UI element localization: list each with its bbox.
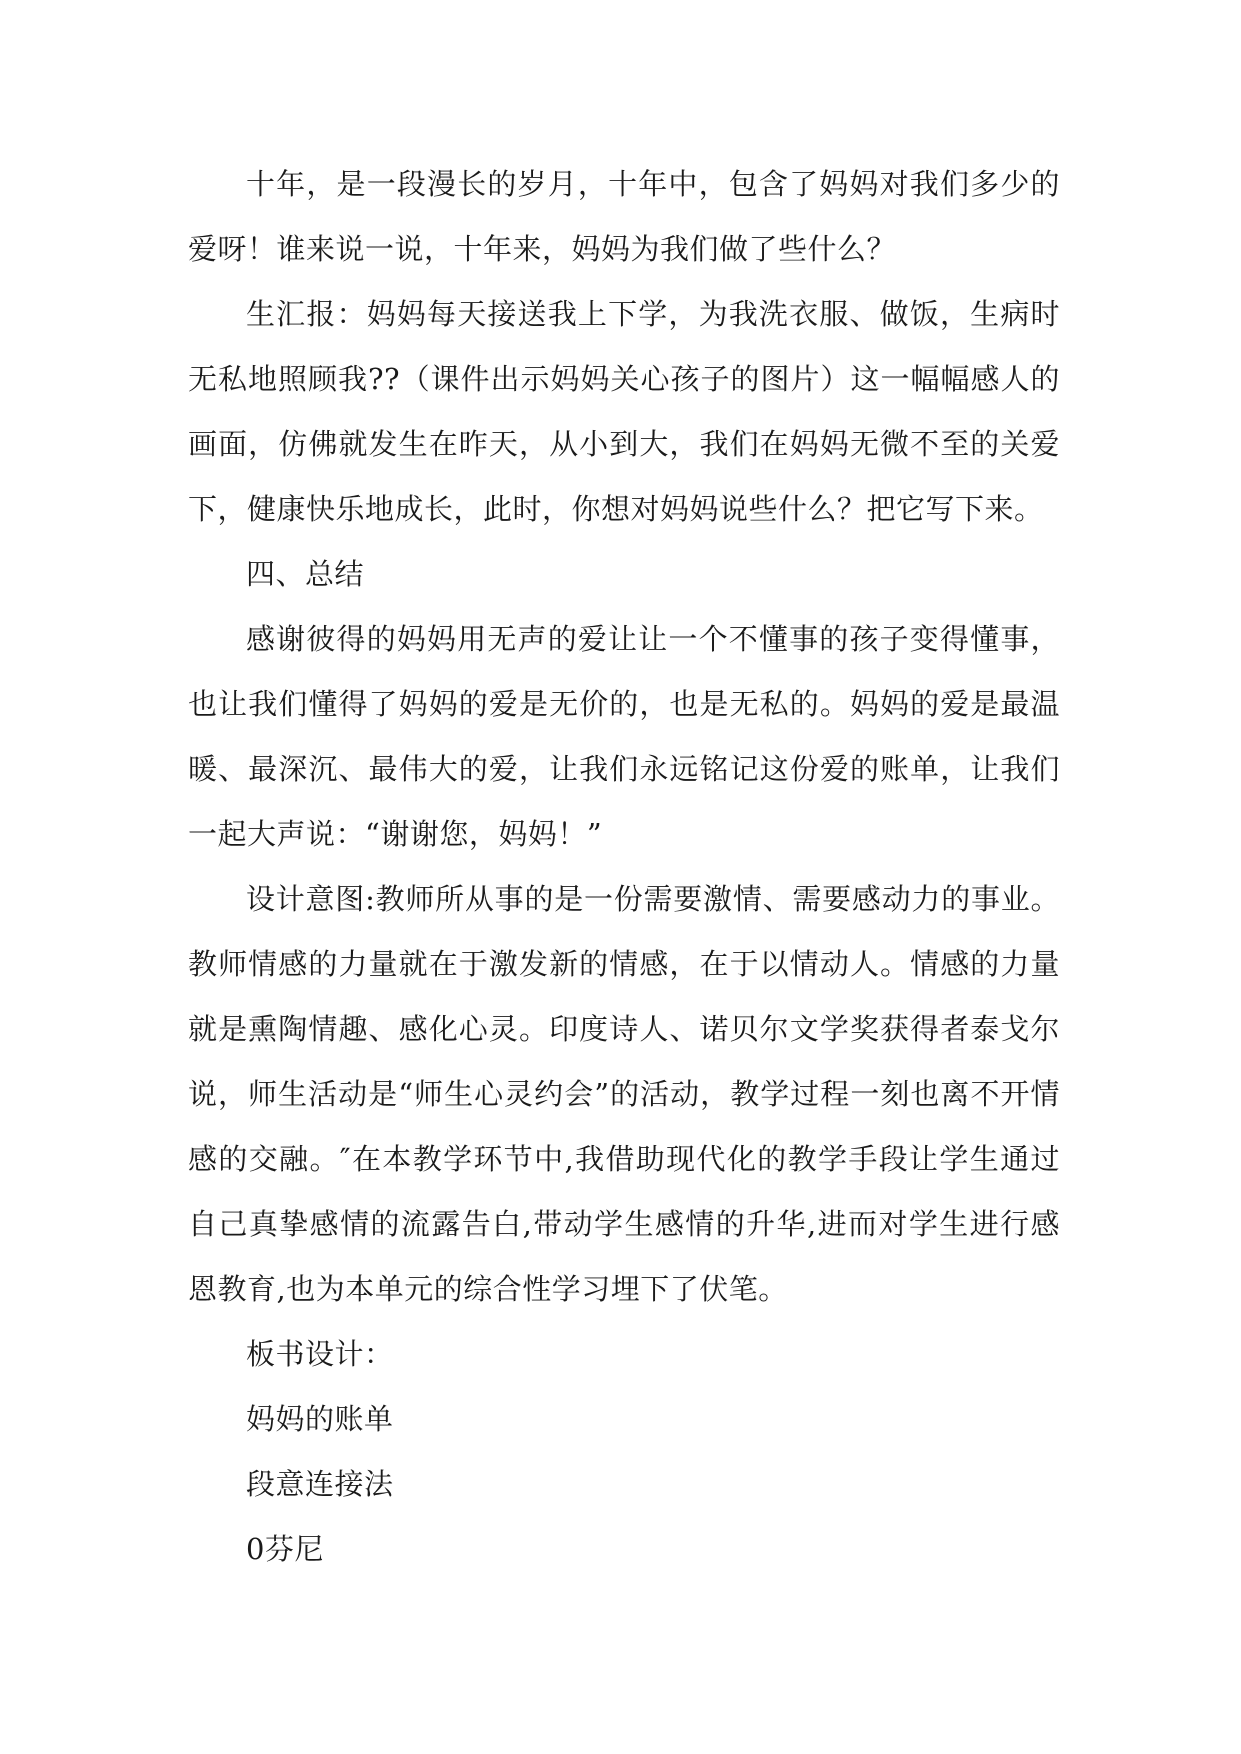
paragraph-intro: 十年，是一段漫长的岁月，十年中，包含了妈妈对我们多少的爱呀！谁来说一说，十年来，妈妈为我们做了些什么？: [188, 167, 1060, 266]
board-design-title: 妈妈的账单: [246, 1402, 394, 1436]
board-design-item: 0芬尼: [246, 1532, 324, 1566]
document-body: [188, 152, 1060, 1582]
board-design-method: 段意连接法: [246, 1467, 394, 1501]
paragraph-summary: 感谢彼得的妈妈用无声的爱让让一个不懂事的孩子变得懂事，也让我们懂得了妈妈的爱是无价的，也是无私的。妈妈的爱是最温暖、最深沉、最伟大的爱，让我们永远铭记这份爱的账单，让我们一起大声说：“谢谢您，妈妈！”: [188, 622, 1060, 851]
section-heading-summary: 四、总结: [246, 557, 365, 591]
board-design-label: 板书设计：: [246, 1337, 394, 1371]
paragraph-student-report: 生汇报：妈妈每天接送我上下学，为我洗衣服、做饭，生病时无私地照顾我??（课件出示妈妈关心孩子的图片）这一幅幅感人的画面，仿佛就发生在昨天，从小到大，我们在妈妈无微不至的关爱下，健康快乐地成长，此时，你想对妈妈说些什么？把它写下来。: [188, 297, 1060, 526]
paragraph-design-intent: 设计意图:教师所从事的是一份需要激情、需要感动力的事业。教师情感的力量就在于激发新的情感，在于以情动人。情感的力量就是熏陶情趣、感化心灵。印度诗人、诺贝尔文学奖获得者泰戈尔说，师生活动是“师生心灵约会”的活动，教学过程一刻也离不开情感的交融。″在本教学环节中,我借助现代化的教学手段让学生通过自己真挚感情的流露告白,带动学生感情的升华,进而对学生进行感恩教育,也为本单元的综合性学习埋下了伏笔。: [188, 882, 1060, 1306]
